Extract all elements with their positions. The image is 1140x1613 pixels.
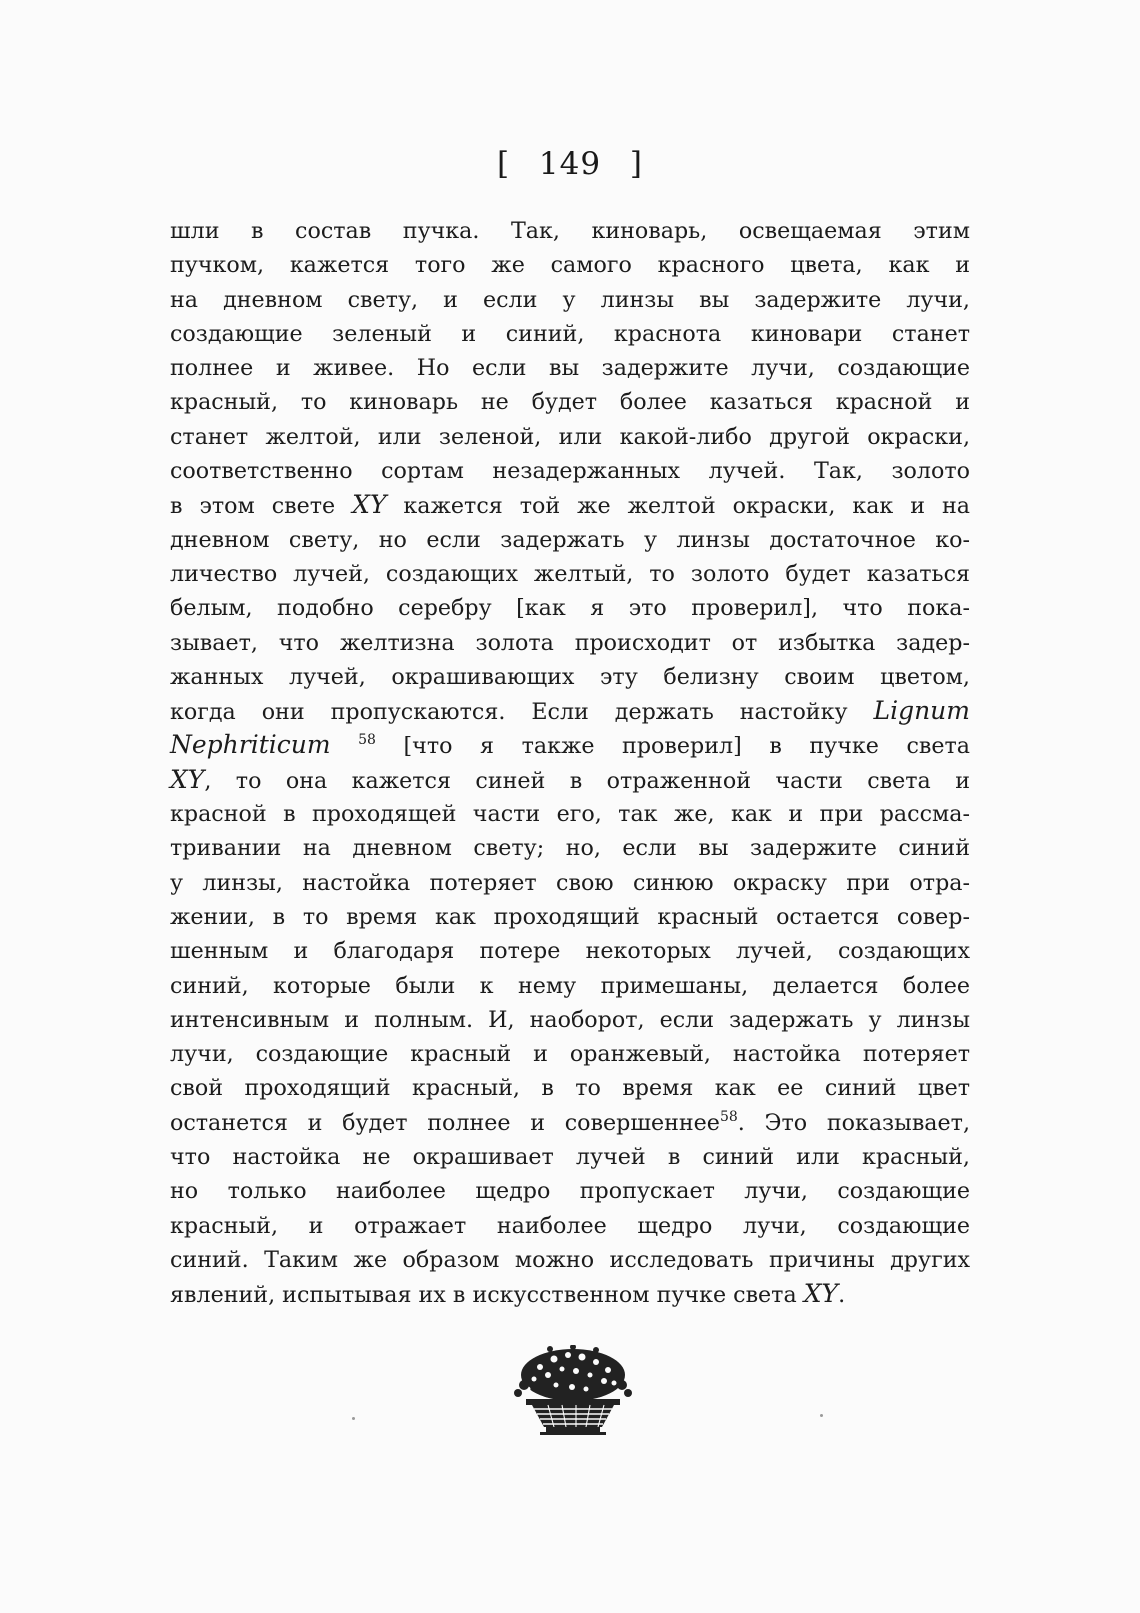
line-text: станет желтой, или зеленой, или какой-либо другой окраски, (170, 423, 970, 450)
line-text: , то она кажется синей в отраженной части света и (204, 767, 970, 794)
line-text: кажется той же желтой окраски, как и на (386, 493, 971, 520)
text-line (170, 385, 970, 419)
line-text: шли в состав пучка. Так, киноварь, освещаемая этим (170, 218, 970, 244)
body-text (170, 214, 970, 1312)
text-line (170, 728, 970, 762)
line-text: [что я также проверил] в пучке света (375, 733, 970, 760)
text-line (170, 1037, 970, 1071)
italic-term: Nephriticum (170, 730, 331, 760)
text-line (170, 866, 970, 900)
line-text: соответственно сортам незадержанных лучей. Так, золото (170, 458, 970, 485)
line-text: полнее и живее. Но если вы задержите лучи, создающие (170, 355, 970, 382)
line-text: жанных лучей, окрашивающих эту белизну своим цветом, (170, 663, 970, 690)
italic-term: XY (352, 490, 387, 520)
line-text: . (838, 1282, 846, 1309)
page-number: [ 149 ] (496, 146, 644, 182)
text-line (170, 934, 970, 968)
line-text: но только наиболее щедро пропускает лучи, создающие (170, 1178, 970, 1205)
text-line (170, 1277, 970, 1311)
footnote-ref: 58 (358, 732, 376, 749)
text-line (170, 420, 970, 454)
line-text: красный, и отражает наиболее щедро лучи, создающие (170, 1212, 970, 1239)
line-text: личество лучей, создающих желтый, то золото будет казаться (170, 560, 970, 587)
text-line (170, 626, 970, 660)
italic-term: Lignum (873, 696, 970, 726)
speck-right (820, 1414, 823, 1417)
italic-term: XY (803, 1279, 839, 1309)
text-line (170, 694, 970, 728)
line-text: создающие зеленый и синий, краснота киновари станет (170, 320, 970, 347)
text-line (170, 591, 970, 625)
line-text: красной в проходящей части его, так же, как и при рассма- (170, 801, 970, 828)
line-text: дневном свету, но если задержать у линзы достаточное ко- (170, 526, 970, 553)
text-line (170, 454, 970, 488)
text-line (170, 1209, 970, 1243)
line-text: зывает, что желтизна золота происходит от избытка задер- (170, 629, 970, 656)
line-text: синий. Таким же образом можно исследовать причины других (170, 1246, 970, 1273)
text-line (170, 557, 970, 591)
line-text: на дневном свету, и если у линзы вы задержите лучи, (170, 286, 970, 313)
line-text: белым, подобно серебру [как я это проверил], что пока- (170, 595, 970, 622)
text-line (170, 351, 970, 385)
text-line (170, 831, 970, 865)
text-line (170, 283, 970, 317)
text-line (170, 1106, 970, 1140)
text-line (170, 317, 970, 351)
line-text: шенным и благодаря потере некоторых лучей, создающих (170, 938, 970, 965)
italic-term: XY (170, 764, 205, 794)
text-line (170, 523, 970, 557)
text-line (170, 797, 970, 831)
line-text: у линзы, настойка потеряет свою синюю окраску при отра- (170, 869, 970, 896)
text-line (170, 1243, 970, 1277)
line-text: пучком, кажется того же самого красного цвета, как и (170, 252, 970, 279)
line-text: синий, которые были к нему примешаны, делается более (170, 972, 970, 999)
line-text: интенсивным и полным. И, наоборот, если задержать у линзы (170, 1006, 970, 1033)
text-line (170, 1003, 970, 1037)
footnote-ref: 58 (719, 1108, 738, 1125)
text-line (170, 488, 970, 522)
speck-left (352, 1417, 355, 1420)
line-text: красный, то киноварь не будет более казаться красной и (170, 389, 970, 416)
text-line (170, 248, 970, 282)
text-line (170, 969, 970, 1003)
line-text: останется и будет полнее и совершеннее (170, 1109, 720, 1136)
line-text: жении, в то время как проходящий красный остается совер- (170, 903, 970, 930)
line-text: тривании на дневном свету; но, если вы задержите синий (170, 835, 970, 862)
flower-basket-icon (510, 1345, 636, 1437)
text-line (170, 763, 970, 797)
line-text: когда они пропускаются. Если держать настойку (170, 699, 874, 726)
text-line (170, 660, 970, 694)
line-text: свой проходящий красный, в то время как ее синий цвет (170, 1075, 970, 1102)
text-line (170, 1140, 970, 1174)
line-text: лучи, создающие красный и оранжевый, настойка потеряет (170, 1041, 970, 1068)
line-text: в этом свете (170, 493, 353, 520)
line-text: что настойка не окрашивает лучей в синий или красный, (170, 1144, 970, 1171)
line-text: . Это показывает, (737, 1109, 970, 1136)
text-line (170, 214, 970, 248)
text-line (170, 900, 970, 934)
text-line (170, 1071, 970, 1105)
text-line (170, 1174, 970, 1208)
line-text: явлений, испытывая их в искусственном пучке света (170, 1282, 804, 1309)
